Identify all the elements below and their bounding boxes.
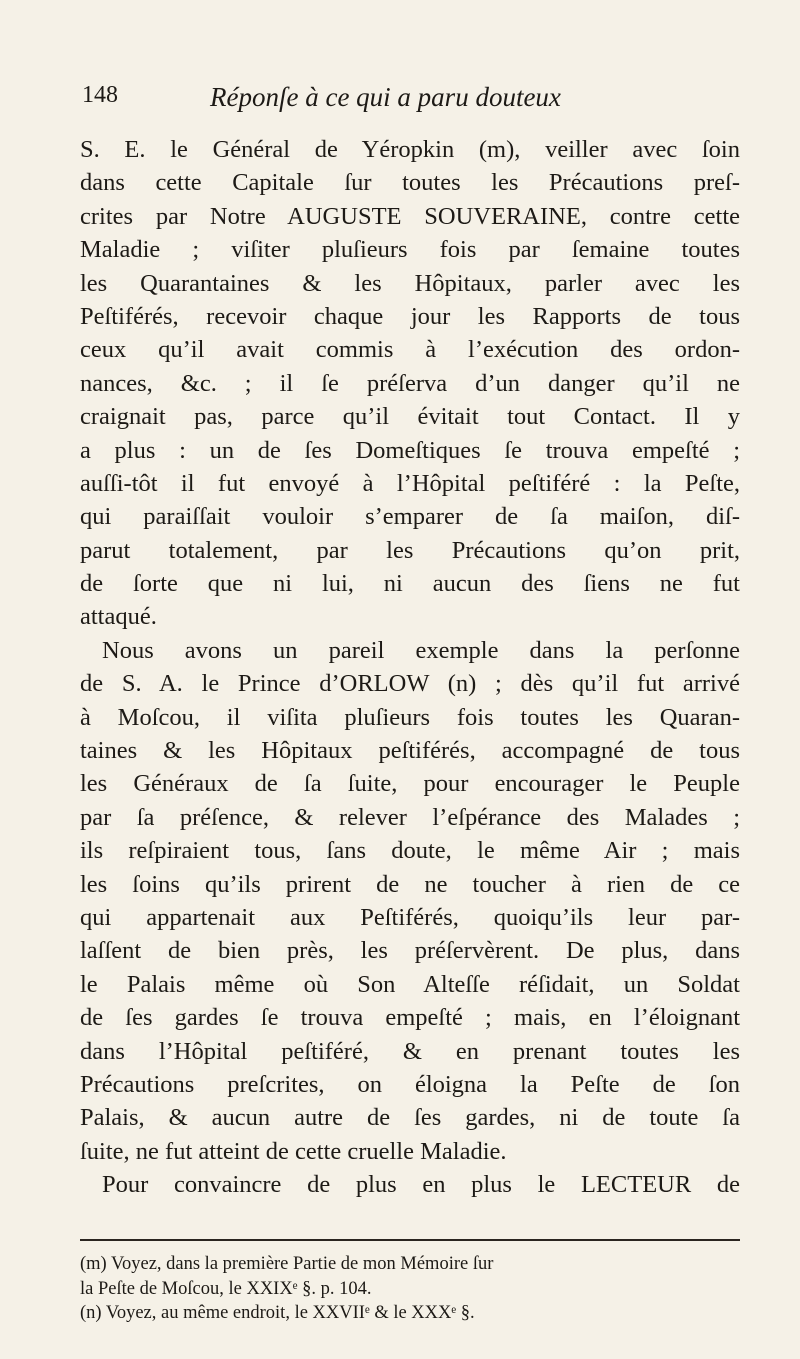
text-line: les Généraux de ſa ſuite, pour encourager le Peuple <box>80 770 740 798</box>
text-line: a plus : un de ſes Domeſtiques ſe trouva empeſté ; <box>80 436 740 464</box>
text-line: Nous avons un pareil exemple dans la perſonne <box>102 636 740 664</box>
text-line: à Moſcou, il viſita pluſieurs fois toutes les Quaran- <box>80 703 740 731</box>
body-text <box>80 133 740 1202</box>
text-line: qui appartenait aux Peſtiférés, quoiqu’ils leur par- <box>80 903 740 931</box>
footnote-rule <box>80 1239 740 1241</box>
page-header <box>82 82 722 122</box>
text-line: le Palais même où Son Alteſſe réſidait, un Soldat <box>80 970 740 998</box>
text-line: de ſorte que ni lui, ni aucun des ſiens ne fut <box>80 570 740 598</box>
footnotes <box>80 1252 740 1326</box>
text-line: parut totalement, par les Précautions qu’on prit, <box>80 536 740 564</box>
footnote-m-continued: la Peſte de Moſcou, le XXIXᵉ §. p. 104. <box>80 1278 372 1299</box>
text-line: dans l’Hôpital peſtiféré, & en prenant toutes les <box>80 1037 740 1065</box>
text-line: ſuite, ne fut atteint de cette cruelle Maladie. <box>80 1137 507 1165</box>
text-line: Palais, & aucun autre de ſes gardes, ni de toute ſa <box>80 1104 740 1132</box>
footnote-m: (m) Voyez, dans la première Partie de mon Mémoire ſur <box>80 1254 494 1274</box>
text-line: crites par Notre AUGUSTE SOUVERAINE, contre cette <box>80 202 740 230</box>
text-line: taines & les Hôpitaux peſtiférés, accompagné de tous <box>80 737 740 765</box>
text-line: les ſoins qu’ils prirent de ne toucher à rien de ce <box>80 870 740 898</box>
text-line: de S. A. le Prince d’ORLOW (n) ; dès qu’il fut arrivé <box>80 670 740 698</box>
text-line: S. E. le Général de Yéropkin (m), veiller avec ſoin <box>80 136 740 163</box>
text-line: les Quarantaines & les Hôpitaux, parler avec les <box>80 269 740 297</box>
text-line: laſſent de bien près, les préſervèrent. De plus, dans <box>80 937 740 965</box>
text-line: craignait pas, parce qu’il évitait tout Contact. Il y <box>80 403 740 431</box>
text-line: Pour convaincre de plus en plus le LECTEUR de <box>102 1171 740 1199</box>
text-line: ceux qu’il avait commis à l’exécution des ordon- <box>80 336 740 364</box>
text-line: Précautions preſcrites, on éloigna la Peſte de ſon <box>80 1070 740 1098</box>
running-title: Réponſe à ce qui a paru douteux <box>210 82 561 112</box>
text-line: qui paraiſſait vouloir s’emparer de ſa maiſon, diſ- <box>80 503 740 531</box>
text-line: nances, &c. ; il ſe préſerva d’un danger qu’il ne <box>80 369 740 397</box>
text-line: de ſes gardes ſe trouva empeſté ; mais, en l’éloignant <box>80 1004 740 1032</box>
text-line: attaqué. <box>80 603 157 631</box>
text-line: Peſtiférés, recevoir chaque jour les Rapports de tous <box>80 302 740 330</box>
text-line: Maladie ; viſiter pluſieurs fois par ſemaine toutes <box>80 236 740 264</box>
text-line: ils reſpiraient tous, ſans doute, le même Air ; mais <box>80 837 740 865</box>
text-line: dans cette Capitale ſur toutes les Précautions preſ- <box>80 169 740 197</box>
text-line: auſſi-tôt il fut envoyé à l’Hôpital peſtiféré : la Peſte, <box>80 469 740 497</box>
text-line: par ſa préſence, & relever l’eſpérance des Malades ; <box>80 803 740 831</box>
page-number: 148 <box>82 82 118 108</box>
footnote-n: (n) Voyez, au même endroit, le XXVIIᵉ & le XXXᵉ §. <box>80 1303 475 1323</box>
